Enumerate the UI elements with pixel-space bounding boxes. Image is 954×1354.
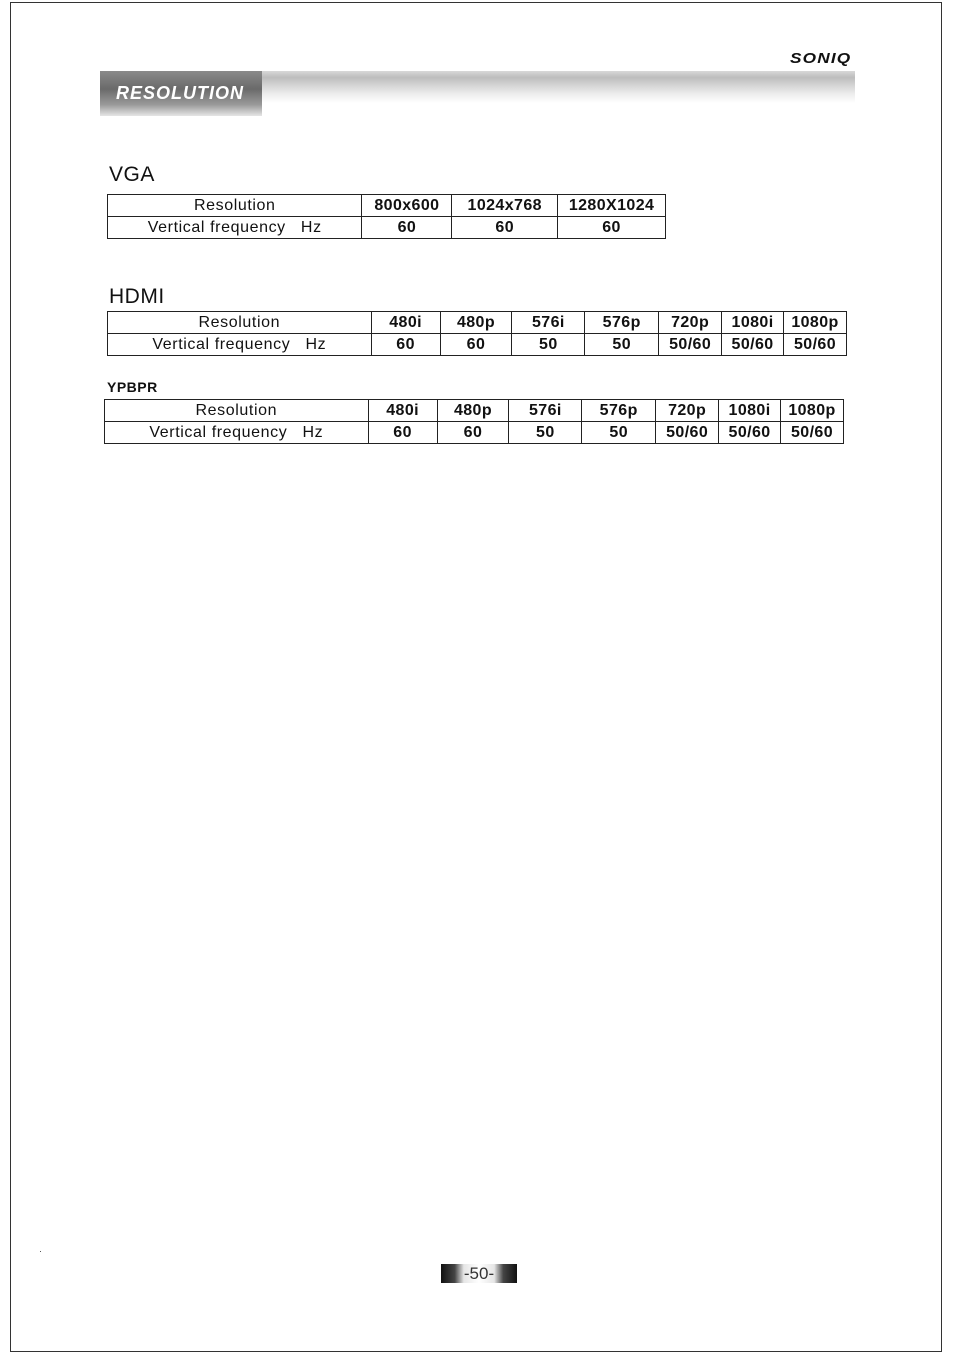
resolution-cell: 576i	[509, 400, 582, 422]
row-label-resolution: Resolution	[105, 400, 369, 422]
frequency-cell: 60	[452, 217, 558, 239]
row-label-resolution: Resolution	[108, 312, 372, 334]
resolution-cell: 480p	[440, 312, 512, 334]
stray-mark	[40, 1251, 41, 1252]
resolution-cell: 1080p	[784, 312, 847, 334]
resolution-cell: 1024x768	[452, 195, 558, 217]
resolution-cell: 576p	[582, 400, 656, 422]
ypbpr-heading: YPBPR	[107, 379, 158, 395]
vga-table	[107, 194, 666, 239]
resolution-cell: 480i	[371, 312, 440, 334]
frequency-cell: 50/60	[719, 422, 781, 444]
table-row	[105, 400, 844, 422]
resolution-cell: 1080i	[719, 400, 781, 422]
ypbpr-table	[104, 399, 844, 444]
resolution-cell: 480p	[437, 400, 509, 422]
frequency-cell: 50	[509, 422, 582, 444]
frequency-cell: 60	[440, 334, 512, 356]
resolution-cell: 576i	[512, 312, 585, 334]
hdmi-table	[107, 311, 847, 356]
frequency-cell: 50	[585, 334, 659, 356]
row-label-frequency: Vertical frequency Hz	[105, 422, 369, 444]
row-label-resolution: Resolution	[108, 195, 362, 217]
resolution-cell: 1280X1024	[558, 195, 666, 217]
frequency-cell: 50	[512, 334, 585, 356]
table-row	[108, 334, 847, 356]
table-row	[105, 422, 844, 444]
frequency-cell: 60	[437, 422, 509, 444]
resolution-cell: 720p	[656, 400, 719, 422]
frequency-cell: 60	[558, 217, 666, 239]
row-label-frequency: Vertical frequency Hz	[108, 217, 362, 239]
frequency-cell: 50/60	[659, 334, 722, 356]
resolution-cell: 576p	[585, 312, 659, 334]
resolution-cell: 800x600	[362, 195, 452, 217]
frequency-cell: 50/60	[722, 334, 784, 356]
frequency-cell: 60	[371, 334, 440, 356]
frequency-cell: 50/60	[781, 422, 844, 444]
frequency-cell: 50/60	[656, 422, 719, 444]
page-title: RESOLUTION	[116, 83, 245, 103]
row-label-frequency: Vertical frequency Hz	[108, 334, 372, 356]
table-row	[108, 312, 847, 334]
resolution-cell: 1080i	[722, 312, 784, 334]
frequency-cell: 60	[368, 422, 437, 444]
resolution-cell: 480i	[368, 400, 437, 422]
resolution-cell: 720p	[659, 312, 722, 334]
table-row	[108, 217, 666, 239]
frequency-cell: 50/60	[784, 334, 847, 356]
frequency-cell: 50	[582, 422, 656, 444]
hdmi-heading: HDMI	[109, 285, 165, 308]
brand-logo: SONIQ	[790, 50, 852, 67]
page-number: -50-	[441, 1264, 517, 1283]
resolution-cell: 1080p	[781, 400, 844, 422]
frequency-cell: 60	[362, 217, 452, 239]
vga-heading: VGA	[109, 163, 155, 186]
table-row	[108, 195, 666, 217]
